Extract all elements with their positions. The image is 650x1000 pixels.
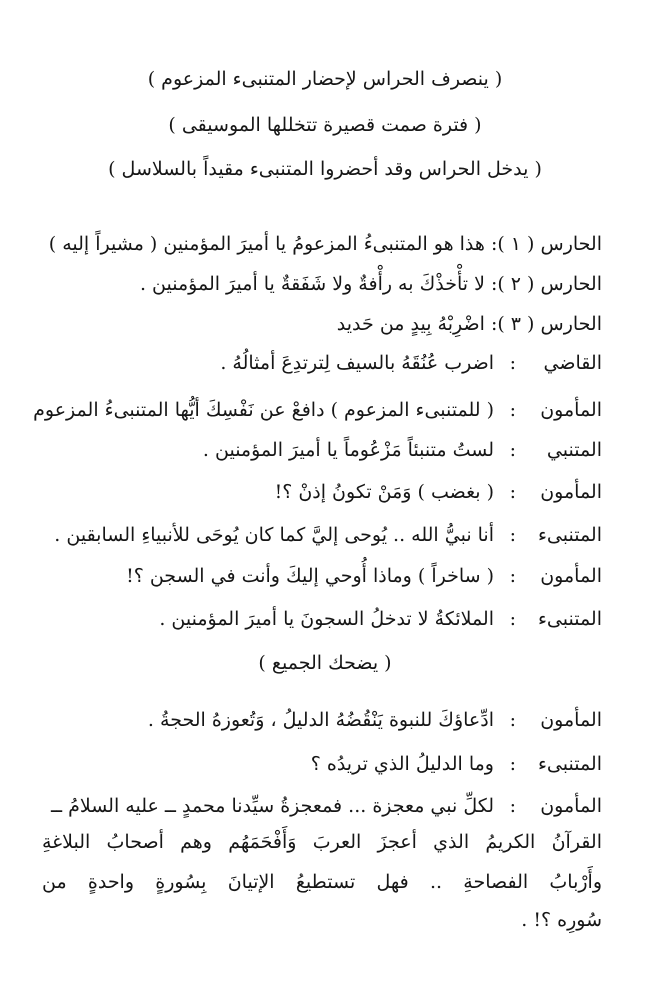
speech-text: ( للمتنبىء المزعوم ) دافعْ عن نَفْسِكَ أيُّها المتنبىءُ المزعوم — [33, 399, 494, 421]
speech-text: ( بغضب ) وَمَنْ تكونُ إذنْ ؟! — [274, 481, 494, 503]
speaker-name: المأمون — [540, 795, 602, 817]
speaker-name: المأمون — [540, 481, 602, 503]
dialogue-line — [42, 700, 602, 740]
colon: : — [509, 753, 516, 775]
speaker-name: المأمون — [540, 565, 602, 587]
stage-direction: ( فترة صمت قصيرة تتخللها الموسيقى ) — [168, 114, 482, 136]
colon: : — [509, 481, 516, 503]
speaker-name: المتنبىء — [537, 753, 602, 775]
guard-line: الحارس ( ٣ ): اضْرِبْهُ بِيدٍ من حَديد — [336, 313, 602, 335]
stage-direction: ( يدخل الحراس وقد أحضروا المتنبىء مقيداً بالسلاسل ) — [108, 158, 542, 180]
speech-text: الملائكةُ لا تدخلُ السجونَ يا أميرَ المؤمنين . — [159, 608, 494, 630]
speech-continuation: سُورِه ؟! . — [521, 909, 602, 931]
stage-direction: ( ينصرف الحراس لإحضار المتنبىء المزعوم ) — [147, 68, 503, 90]
colon: : — [509, 608, 516, 630]
dialogue-line — [42, 430, 602, 470]
speech-text: لكلِّ نبي معجزة ... فمعجزةُ سيِّدنا محمدٍ ــ عليه السلامُ ــ — [50, 795, 494, 817]
speech-continuation: القرآنُ الكريمُ الذي أعجزَ العربَ وَأَفْحَمَهُم وهم أصحابُ البلاغةِ — [42, 831, 602, 853]
speaker-name: المتنبىء — [537, 608, 602, 630]
speech-text: ادِّعاؤكَ للنبوة يَنْقُضُهُ الدليلُ ، وَتُعوزهُ الحجةُ . — [147, 709, 494, 731]
dialogue-line — [42, 786, 602, 826]
guard-line: الحارس ( ٢ ): لا تأْخذْكَ به رأْفةٌ ولا شَفَقةٌ يا أميرَ المؤمنين . — [139, 273, 602, 295]
dialogue-line — [42, 556, 602, 596]
speech-text: أنا نبيُّ الله .. يُوحى إليَّ كما كان يُوحَى للأنبياءِ السابقين . — [54, 524, 494, 546]
speaker-name: المتنبىء — [537, 524, 602, 546]
colon: : — [509, 352, 516, 374]
colon: : — [509, 709, 516, 731]
colon: : — [509, 565, 516, 587]
speech-text: ( ساخراً ) وماذا أُوحي إليكَ وأنت في السجن ؟! — [126, 565, 494, 587]
colon: : — [509, 439, 516, 461]
colon: : — [509, 524, 516, 546]
speech-text: وما الدليلُ الذي تريدُه ؟ — [310, 753, 494, 775]
speaker-name: المأمون — [540, 709, 602, 731]
speech-text: لستُ متنبئاً مَزْعُوماً يا أميرَ المؤمنين . — [202, 439, 494, 461]
speaker-name: المتنبي — [546, 439, 602, 461]
dialogue-line — [33, 390, 602, 430]
dialogue-line — [42, 343, 602, 383]
speaker-name: المأمون — [540, 399, 602, 421]
dialogue-line — [42, 599, 602, 639]
stage-direction: ( يضحك الجميع ) — [258, 652, 392, 674]
colon: : — [509, 399, 516, 421]
dialogue-line — [42, 515, 602, 555]
speaker-name: القاضي — [543, 352, 602, 374]
speech-continuation: وأَرْبابُ الفصاحةِ .. فهل تستطيعُ الإتيانَ بِسُورةٍ واحدةٍ من — [42, 871, 602, 893]
speech-text: اضرب عُنُقَهُ بالسيف لِترتدِعَ أمثالُهُ . — [220, 352, 494, 374]
dialogue-line — [42, 472, 602, 512]
dialogue-line — [42, 744, 602, 784]
colon: : — [509, 795, 516, 817]
guard-line: الحارس ( ١ ): هذا هو المتنبىءُ المزعومُ يا أميرَ المؤمنين ( مشيراً إليه ) — [48, 233, 602, 255]
